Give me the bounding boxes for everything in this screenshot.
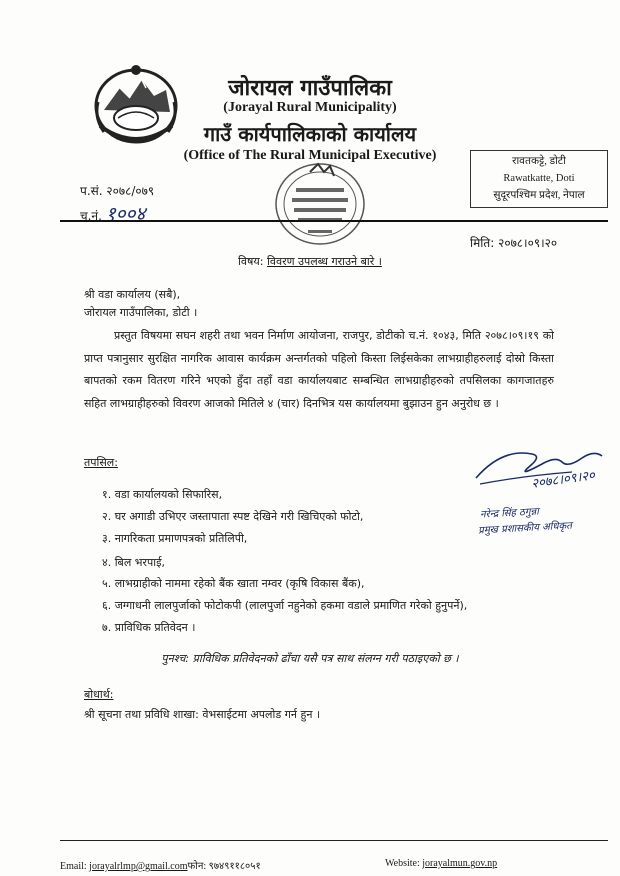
subject-label: विषय: — [238, 255, 264, 268]
letter-date: मिति: २०७८।०९।२० — [470, 236, 558, 250]
office-stamp-icon — [272, 158, 368, 250]
list-item: ६. जग्गाधनी लालपुर्जाको फोटोकपी (लालपुर्जा नहुनेको हकमा वडाले प्रमाणित गरेको हुनुपर्ने), — [102, 599, 468, 612]
recipient-line-2: जोरायल गाउँपालिका, डोटी । — [84, 306, 198, 319]
header-title-nepali: जोरायल गाउँपालिका — [228, 75, 392, 101]
address-line-1: रावतकट्टे, डोटी — [512, 156, 566, 167]
subject-line — [0, 254, 620, 269]
recipient-line-1: श्री वडा कार्यालय (सबै), — [84, 288, 181, 301]
address-box — [470, 150, 608, 208]
footer-email-label: Email: — [60, 861, 87, 872]
signature-date: २०७८।०९।२० — [530, 468, 596, 492]
header-divider — [60, 220, 608, 222]
signatory-name: नरेन्द्र सिंह ठगुन्ना — [479, 506, 540, 521]
bodharth-line: श्री सूचना तथा प्रविधि शाखा: वेभसाईटमा अपलोड गर्न हुन । — [84, 708, 321, 721]
footer-website — [385, 858, 497, 869]
postscript-note: पुनश्च: प्राविधिक प्रतिवेदनको ढाँचा यसै पत्र साथ संलग्न गरी पठाइएको छ । — [161, 652, 459, 665]
footer-divider — [60, 840, 608, 841]
signature-icon — [472, 438, 607, 510]
footer-website-label: Website: — [385, 858, 420, 869]
signatory-title: प्रमुख प्रशासकीय अधिकृत — [477, 520, 573, 537]
footer-email-link[interactable]: jorayalrlmp@gmail.com — [89, 861, 188, 872]
reference-cn-label: च.नं. — [80, 209, 102, 223]
address-line-2: Rawatkatte, Doti — [503, 173, 575, 184]
reference-cn-value: १००४ — [105, 203, 146, 225]
list-item: ३. नागरिकता प्रमाणपत्रको प्रतिलिपी, — [102, 532, 248, 545]
list-item: २. घर अगाडी उभिएर जस्तापाता स्पष्ट देखिने गरी खिचिएको फोटो, — [102, 510, 364, 523]
footer-website-link[interactable]: jorayalmun.gov.np — [422, 858, 498, 869]
header-office-nepali: गाउँ कार्यपालिकाको कार्यालय — [203, 122, 417, 146]
header-title-english: (Jorayal Rural Municipality) — [223, 100, 397, 115]
list-item: ७. प्राविधिक प्रतिवेदन । — [102, 621, 196, 634]
list-item: ४. बिल भरपाई, — [102, 556, 166, 569]
reference-cn — [80, 200, 145, 226]
header-office-english: (Office of The Rural Municipal Executive) — [183, 148, 437, 163]
bodharth-heading: बोधार्थ: — [84, 688, 114, 701]
body-paragraph: प्रस्तुत विषयमा सघन शहरी तथा भवन निर्माण आयोजना, राजपुर, डोटीको च.नं. १०४३, मिति २०७८।०९।१९ को प्राप्त पत्रानुसार सुरक्षित नागरिक आवास कार्यक्रम अन्तर्गतको पहिलो किस्ता लिईसकेका लाभग्राहीहरुलाई दोस्रो किस्ता बापतको रकम वितरण गरिने भएको हुँदा तहाँ वडा कार्यालयबाट सम्बन्धित लाभग्राहीहरुको तपसिलका कागजातहरु सहित लाभग्राहीहरुको विवरण आजको मितिले ४ (चार) दिनभित्र यस कार्यालयमा बुझाउन हुन अनुरोध छ । — [84, 329, 554, 410]
list-item: १. वडा कार्यालयको सिफारिस, — [102, 488, 223, 501]
reference-ps: प.सं. २०७८/०७९ — [80, 184, 155, 198]
address-line-3: सुदूरपश्चिम प्रदेश, नेपाल — [493, 190, 585, 201]
tapasil-heading: तपसिल: — [84, 456, 118, 469]
footer-phone: फोन: ९७४९११८०५१ — [187, 861, 261, 872]
subject-text: विवरण उपलब्ध गराउने बारे । — [266, 255, 382, 268]
list-item: ५. लाभग्राहीको नाममा रहेको बैंक खाता नम्वर (कृषि विकास बैंक), — [102, 577, 365, 590]
footer-contact — [60, 858, 261, 872]
